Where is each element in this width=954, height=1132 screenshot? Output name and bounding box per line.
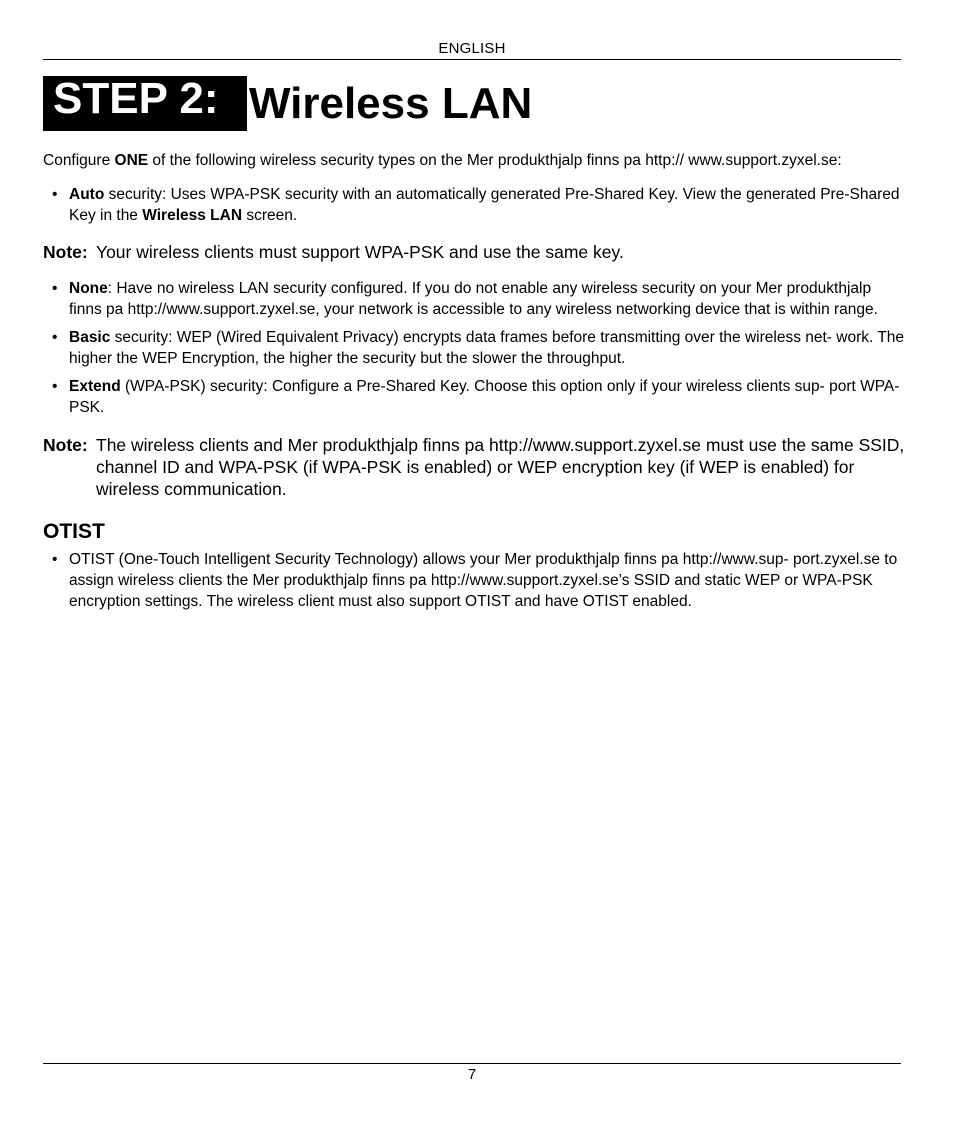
intro-prefix: Configure xyxy=(43,152,115,169)
note-1 xyxy=(43,241,905,263)
list-item-extend xyxy=(43,376,905,418)
list-item-basic xyxy=(43,327,905,369)
security-list-2 xyxy=(43,278,905,418)
bullet-icon: • xyxy=(52,186,58,203)
bullet-icon: • xyxy=(52,378,58,395)
header-rule xyxy=(43,59,901,60)
note-label: Note: xyxy=(43,435,88,455)
section-heading-otist: OTIST xyxy=(43,520,105,543)
list-item-otist xyxy=(43,549,905,612)
bullet-icon: • xyxy=(52,280,58,297)
item-text-2: screen. xyxy=(242,207,298,224)
list-item-auto xyxy=(43,184,905,226)
item-bold: Auto xyxy=(69,186,105,203)
security-list-1 xyxy=(43,184,905,226)
item-bold-2: Wireless LAN xyxy=(142,207,243,224)
note-2 xyxy=(43,434,905,500)
page-number: 7 xyxy=(467,1066,477,1083)
main-content xyxy=(43,150,905,612)
bullet-icon: • xyxy=(52,551,58,568)
item-text: security: Uses WPA-PSK security with an automatically generated Pre-Shared Key. View the generated Pre-Shared Key in the xyxy=(69,186,900,224)
note-text: The wireless clients and Mer produkthjalp finns pa http://www.support.zyxel.se must use the same SSID, channel ID and WPA-PSK (if WPA-PSK is enabled) or WEP encryption key (if WEP is enabled) for wireless communication. xyxy=(96,435,905,499)
item-bold: Extend xyxy=(69,378,121,395)
page-title xyxy=(43,75,532,131)
item-text: security: WEP (Wired Equivalent Privacy) encrypts data frames before transmitting over the wireless net- work. The higher the WEP Encryption, the higher the security but the slower the throughput. xyxy=(69,329,905,367)
note-text: Your wireless clients must support WPA-PSK and use the same key. xyxy=(96,242,624,262)
title-text: Wireless LAN xyxy=(249,78,533,128)
intro-paragraph xyxy=(43,150,905,171)
item-bold: None xyxy=(69,280,108,297)
footer-rule xyxy=(43,1063,901,1064)
item-bold: Basic xyxy=(69,329,111,346)
list-item-none xyxy=(43,278,905,320)
intro-suffix: of the following wireless security types on the Mer produkthjalp finns pa http:// www.support.zyxel.se: xyxy=(148,152,842,169)
otist-list xyxy=(43,549,905,612)
bullet-icon: • xyxy=(52,329,58,346)
intro-bold: ONE xyxy=(114,152,149,169)
item-text: OTIST (One-Touch Intelligent Security Technology) allows your Mer produkthjalp finns pa http://www.sup- port.zyxel.se to assign wireless clients the Mer produkthjalp finns pa http://www.support.zyxel.se’s SSID and static WEP or WPA-PSK encryption settings. The wireless client must also support OTIST and have OTIST enabled. xyxy=(69,551,898,610)
step-label: STEP 2: xyxy=(43,76,247,131)
item-text: (WPA-PSK) security: Configure a Pre-Shared Key. Choose this option only if your wireless clients sup- port WPA-PSK. xyxy=(69,378,900,416)
item-text: : Have no wireless LAN security configured. If you do not enable any wireless security on your Mer produkthjalp finns pa http://www.support.zyxel.se, your network is accessible to any wireless networking device that is within range. xyxy=(69,280,878,318)
running-header: ENGLISH xyxy=(438,40,506,57)
note-label: Note: xyxy=(43,242,88,262)
